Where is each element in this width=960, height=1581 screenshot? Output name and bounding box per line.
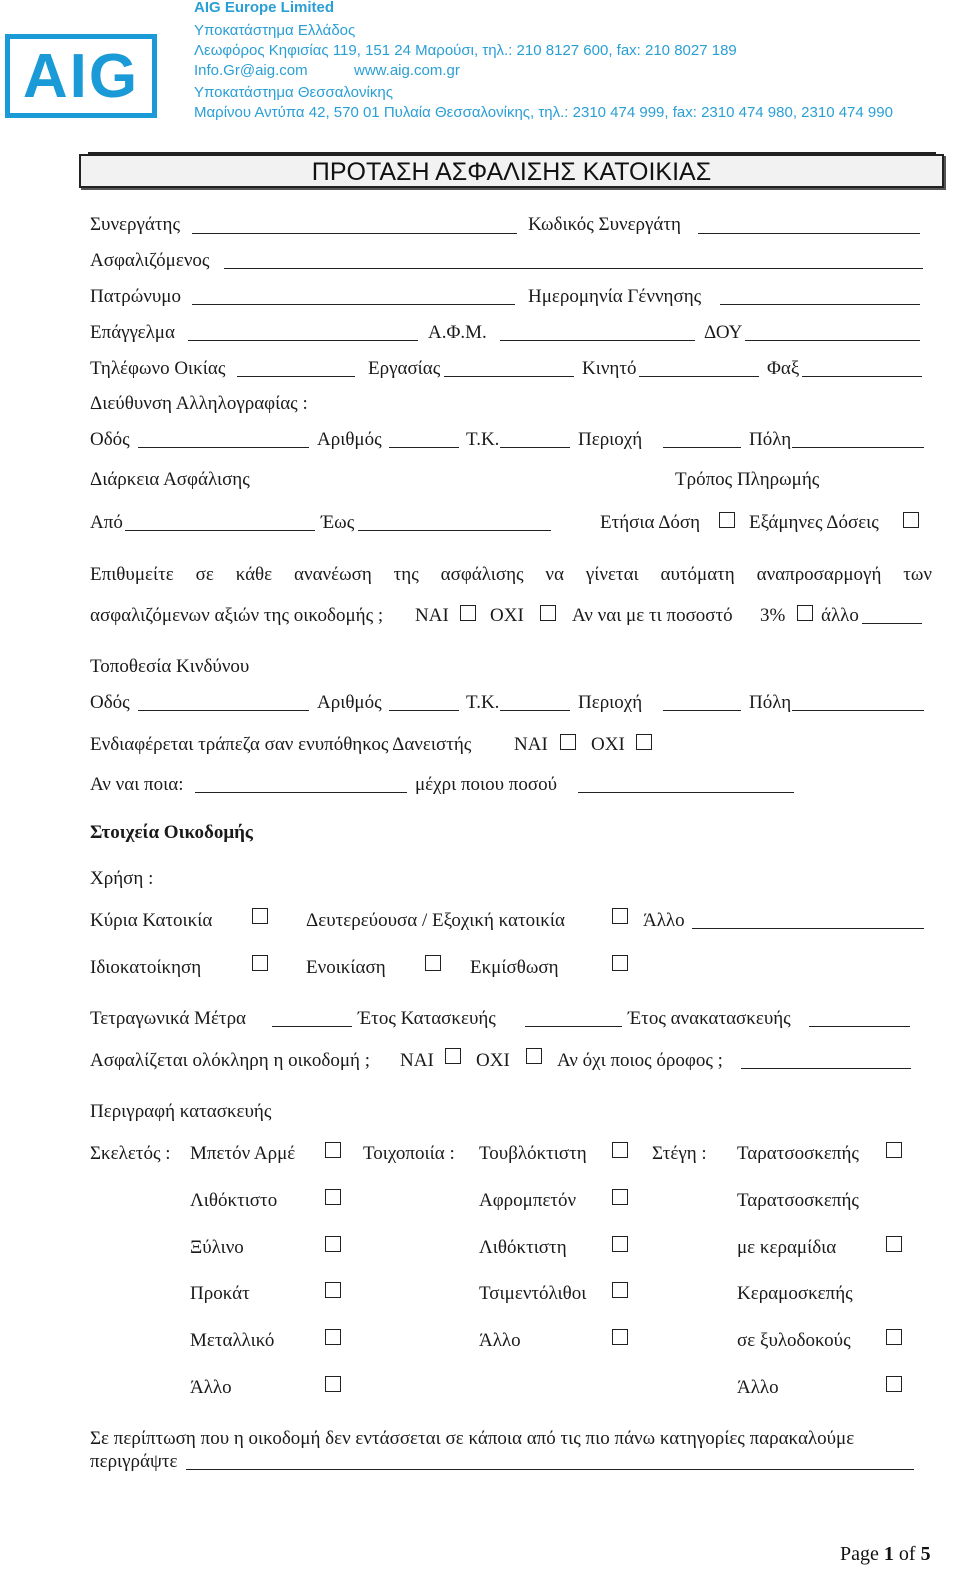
birth-date-field[interactable] [720, 304, 920, 305]
walls-option-checkbox[interactable] [612, 1142, 628, 1158]
roof-option-checkbox[interactable] [886, 1329, 902, 1345]
frame-option-label: Μπετόν Αρμέ [190, 1143, 296, 1164]
leasing-checkbox[interactable] [612, 955, 628, 971]
roof-option-label: Ταρατσοσκεπής [737, 1143, 859, 1164]
aig-logo [5, 34, 157, 118]
roof-option-checkbox[interactable] [886, 1142, 902, 1158]
mobile-field[interactable] [639, 376, 759, 377]
city-label: Πόλη [749, 429, 792, 450]
risk-postcode-label: Τ.Κ. [466, 692, 500, 713]
renewal-pct-label: Αν ναι με τι ποσοστό [572, 605, 733, 626]
city-field[interactable] [792, 447, 924, 448]
fax-field[interactable] [802, 376, 922, 377]
doy-label: ΔΟΥ [704, 322, 743, 343]
phone-work-label: Εργασίας [368, 358, 441, 379]
leasing-label: Εκμίσθωση [470, 957, 559, 978]
risk-number-label: Αριθμός [317, 692, 382, 713]
number-field[interactable] [389, 447, 459, 448]
bank-no-label: ΟΧΙ [591, 734, 625, 755]
from-field[interactable] [125, 530, 315, 531]
whole-yes-checkbox[interactable] [445, 1048, 461, 1064]
renewal-yes-label: ΝΑΙ [415, 605, 449, 626]
walls-option-checkbox[interactable] [612, 1189, 628, 1205]
profession-field[interactable] [188, 340, 418, 341]
bank-yes-label: ΝΑΙ [514, 734, 548, 755]
fax-label: Φαξ [767, 358, 800, 379]
walls-option-checkbox[interactable] [612, 1329, 628, 1345]
frame-option-label: Άλλο [190, 1377, 232, 1398]
risk-street-field[interactable] [138, 710, 309, 711]
risk-area-label: Περιοχή [578, 692, 643, 713]
renewal-question-line1: Επιθυμείτε σε κάθε ανανέωση της ασφάλισης να γίνεται αυτόματη αναπροσαρμογή των [90, 564, 932, 585]
to-label: Έως [321, 512, 355, 533]
risk-number-field[interactable] [389, 710, 459, 711]
walls-option-label: Αφρομπετόν [479, 1190, 577, 1211]
roof-option-label: Άλλο [737, 1377, 779, 1398]
risk-street-label: Οδός [90, 692, 130, 713]
branch2-address: Μαρίνου Αντύπα 42, 570 01 Πυλαία Θεσσαλονίκης, τηλ.: 2310 474 999, fax: 2310 474 980, 2310 474 990 [194, 104, 893, 121]
owned-checkbox[interactable] [252, 955, 268, 971]
walls-option-checkbox[interactable] [612, 1282, 628, 1298]
birth-date-label: Ημερομηνία Γέννησης [528, 286, 702, 307]
which-bank-label: Αν ναι ποια: [90, 774, 184, 795]
semiannual-checkbox[interactable] [903, 512, 919, 528]
area-field[interactable] [663, 447, 741, 448]
phone-home-field[interactable] [237, 376, 355, 377]
owned-label: Ιδιοκατοίκηση [90, 957, 202, 978]
insured-label: Ασφαλιζόμενος [90, 250, 210, 271]
secondary-residence-checkbox[interactable] [612, 908, 628, 924]
risk-postcode-field[interactable] [500, 710, 570, 711]
renewal-yes-checkbox[interactable] [460, 605, 476, 621]
pct-other-field[interactable] [862, 623, 922, 624]
roof-label: Στέγη : [652, 1143, 707, 1164]
afm-label: Α.Φ.Μ. [428, 322, 487, 343]
year-renovated-label: Έτος ανακατασκευής [628, 1008, 791, 1029]
partner-code-field[interactable] [698, 233, 920, 234]
whole-no-checkbox[interactable] [526, 1048, 542, 1064]
risk-area-field[interactable] [663, 710, 741, 711]
use-label: Χρήση : [90, 868, 154, 889]
pct3-checkbox[interactable] [797, 605, 813, 621]
renewal-no-label: ΟΧΙ [490, 605, 524, 626]
pct-other-label: άλλο [821, 605, 859, 626]
year-renovated-field[interactable] [809, 1026, 910, 1027]
mobile-label: Κινητό [582, 358, 637, 379]
to-field[interactable] [358, 530, 551, 531]
describe-field[interactable] [186, 1469, 914, 1470]
use-other-field[interactable] [692, 928, 924, 929]
form-title: ΠΡΟΤΑΣΗ ΑΣΦΑΛΙΣΗΣ ΚΑΤΟΙΚΙΑΣ [311, 158, 712, 186]
fathers-name-label: Πατρώνυμο [90, 286, 181, 307]
website-link[interactable]: www.aig.com.gr [354, 62, 460, 79]
fathers-name-field[interactable] [192, 304, 515, 305]
whole-yes-label: ΝΑΙ [400, 1050, 434, 1071]
page-number: Page 1 of 5 [840, 1543, 931, 1565]
pct3-label: 3% [760, 605, 786, 626]
semiannual-label: Εξάμηνες Δόσεις [749, 512, 879, 533]
floor-field[interactable] [741, 1068, 911, 1069]
roof-option-label: Ταρατσοσκεπής [737, 1190, 859, 1211]
building-section-heading: Στοιχεία Οικοδομής [90, 822, 253, 843]
partner-field[interactable] [192, 233, 517, 234]
bank-yes-checkbox[interactable] [560, 734, 576, 750]
describe-label: περιγράψτε [90, 1451, 178, 1472]
year-built-label: Έτος Κατασκευής [358, 1008, 496, 1029]
logo-text: AIG [22, 41, 140, 111]
rented-checkbox[interactable] [425, 955, 441, 971]
whole-no-label: ΟΧΙ [476, 1050, 510, 1071]
risk-city-field[interactable] [792, 710, 924, 711]
branch2-name: Υποκατάστημα Θεσσαλονίκης [194, 84, 393, 101]
frame-option-checkbox[interactable] [325, 1329, 341, 1345]
frame-option-label: Ξύλινο [190, 1237, 244, 1258]
renewal-question-line2: ασφαλιζόμενων αξιών της οικοδομής ; [90, 605, 384, 626]
walls-label: Τοιχοποιία : [363, 1143, 455, 1164]
bank-no-checkbox[interactable] [636, 734, 652, 750]
main-residence-label: Κύρια Κατοικία [90, 910, 213, 931]
branch1-address: Λεωφόρος Κηφισίας 119, 151 24 Μαρούσι, τηλ.: 210 8127 600, fax: 210 8027 189 [194, 42, 737, 59]
roof-option-checkbox[interactable] [886, 1236, 902, 1252]
insured-field[interactable] [224, 268, 923, 269]
frame-option-checkbox[interactable] [325, 1376, 341, 1392]
duration-label: Διάρκεια Ασφάλισης [90, 469, 250, 490]
frame-option-checkbox[interactable] [325, 1236, 341, 1252]
phone-work-field[interactable] [444, 376, 574, 377]
number-label: Αριθμός [317, 429, 382, 450]
roof-option-label: Κεραμοσκεπής [737, 1283, 853, 1304]
from-label: Από [90, 512, 123, 533]
walls-option-label: Τουβλόκτιστη [479, 1143, 587, 1164]
frame-label: Σκελετός : [90, 1143, 171, 1164]
bank-question-label: Ενδιαφέρεται τράπεζα σαν ενυπόθηκος Δανειστής [90, 734, 472, 755]
postcode-field[interactable] [500, 447, 570, 448]
sqm-field[interactable] [272, 1026, 352, 1027]
amount-label: μέχρι ποιου ποσού [415, 774, 558, 795]
rented-label: Ενοικίαση [306, 957, 386, 978]
profession-label: Επάγγελμα [90, 322, 175, 343]
afm-field[interactable] [500, 340, 695, 341]
construction-label: Περιγραφή κατασκευής [90, 1101, 272, 1122]
roof-option-label: σε ξυλοδοκούς [737, 1330, 851, 1351]
company-name: AIG Europe Limited [194, 0, 335, 16]
mail-address-label: Διεύθυνση Αλληλογραφίας : [90, 393, 308, 414]
partner-code-label: Κωδικός Συνεργάτη [528, 214, 681, 235]
year-built-field[interactable] [525, 1026, 622, 1027]
area-label: Περιοχή [578, 429, 643, 450]
risk-city-label: Πόλη [749, 692, 792, 713]
amount-field[interactable] [578, 792, 794, 793]
walls-option-label: Άλλο [479, 1330, 521, 1351]
which-bank-field[interactable] [195, 792, 407, 793]
secondary-residence-label: Δευτερεύουσα / Εξοχική κατοικία [306, 910, 565, 931]
frame-option-checkbox[interactable] [325, 1189, 341, 1205]
main-residence-checkbox[interactable] [252, 908, 268, 924]
whole-building-label: Ασφαλίζεται ολόκληρη η οικοδομή ; [90, 1050, 370, 1071]
branch1-name: Υποκατάστημα Ελλάδος [194, 22, 356, 39]
phone-home-label: Τηλέφωνο Οικίας [90, 358, 226, 379]
email-link[interactable]: Info.Gr@aig.com [194, 62, 308, 79]
frame-option-checkbox[interactable] [325, 1282, 341, 1298]
risk-location-label: Τοποθεσία Κινδύνου [90, 656, 250, 677]
renewal-no-checkbox[interactable] [540, 605, 556, 621]
floor-label: Αν όχι ποιος όροφος ; [557, 1050, 723, 1071]
frame-option-label: Προκάτ [190, 1283, 250, 1304]
walls-option-label: Τσιμεντόλιθοι [479, 1283, 587, 1304]
footer-note: Σε περίπτωση που η οικοδομή δεν εντάσσεται σε κάποια από τις πιο πάνω κατηγορίες παρακαλούμε [90, 1428, 855, 1449]
walls-option-checkbox[interactable] [612, 1236, 628, 1252]
sqm-label: Τετραγωνικά Μέτρα [90, 1008, 247, 1029]
partner-label: Συνεργάτης [90, 214, 180, 235]
roof-option-checkbox[interactable] [886, 1376, 902, 1392]
street-label: Οδός [90, 429, 130, 450]
postcode-label: Τ.Κ. [466, 429, 500, 450]
street-field[interactable] [138, 447, 309, 448]
frame-option-label: Μεταλλικό [190, 1330, 275, 1351]
annual-label: Ετήσια Δόση [600, 512, 701, 533]
roof-option-label: με κεραμίδια [737, 1237, 837, 1258]
doy-field[interactable] [745, 340, 920, 341]
use-other-label: Άλλο [643, 910, 685, 931]
annual-checkbox[interactable] [719, 512, 735, 528]
payment-label: Τρόπος Πληρωμής [675, 469, 820, 490]
frame-option-checkbox[interactable] [325, 1142, 341, 1158]
walls-option-label: Λιθόκτιστη [479, 1237, 567, 1258]
frame-option-label: Λιθόκτιστο [190, 1190, 278, 1211]
